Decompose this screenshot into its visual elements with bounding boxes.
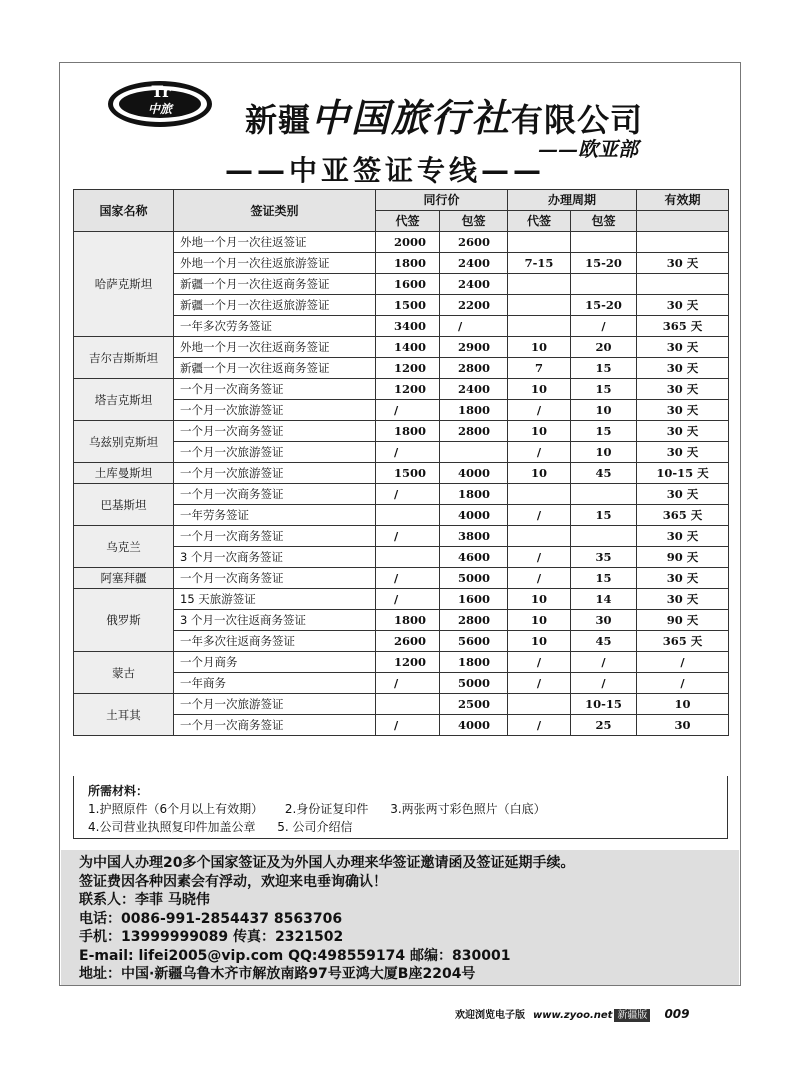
visa-type-cell: 一个月一次旅游签证 — [174, 442, 376, 463]
price-package-cell: 2800 — [440, 610, 508, 631]
visa-type-cell: 一年多次往返商务签证 — [174, 631, 376, 652]
header — [60, 63, 740, 185]
info-contacts: 联系人：李菲 马晓伟 — [79, 892, 210, 908]
table-row — [74, 484, 729, 505]
period-agent-cell: / — [508, 400, 571, 421]
country-name: 巴基斯坦 — [74, 484, 174, 526]
price-package-cell: 1600 — [440, 589, 508, 610]
header-visa-type: 签证类别 — [174, 190, 376, 232]
period-package-cell — [571, 274, 637, 295]
country-name: 蒙古 — [74, 652, 174, 694]
period-agent-cell: 10 — [508, 631, 571, 652]
price-package-cell: 2400 — [440, 253, 508, 274]
price-package-cell: 2800 — [440, 358, 508, 379]
visa-type-cell: 一年商务 — [174, 673, 376, 694]
price-package-cell: 1800 — [440, 484, 508, 505]
validity-cell: 365 天 — [637, 505, 729, 526]
visa-type-cell: 3 个月一次往返商务签证 — [174, 610, 376, 631]
department-name: ——欧亚部 — [538, 137, 638, 161]
visa-type-cell: 15 天旅游签证 — [174, 589, 376, 610]
info-fee-note: 签证费因各种因素会有浮动，欢迎来电垂询确认！ — [79, 873, 387, 890]
price-agent-cell: / — [376, 673, 440, 694]
visa-type-cell: 一个月一次旅游签证 — [174, 694, 376, 715]
visa-type-cell: 一个月一次商务签证 — [174, 526, 376, 547]
visa-type-cell: 一年劳务签证 — [174, 505, 376, 526]
material-item: 1.护照原件（6个月以上有效期） — [88, 802, 264, 816]
page-number: 009 — [664, 1007, 690, 1021]
period-agent-cell: / — [508, 673, 571, 694]
info-services: 为中国人办理20多个国家签证及为外国人办理来华签证邀请函及签证延期手续。 — [79, 855, 575, 871]
period-package-cell: 10 — [571, 442, 637, 463]
validity-cell: 30 天 — [637, 421, 729, 442]
price-package-cell: 2200 — [440, 295, 508, 316]
header-validity-blank — [637, 211, 729, 232]
price-agent-cell: / — [376, 589, 440, 610]
price-package-cell: 2800 — [440, 421, 508, 442]
validity-cell: / — [637, 673, 729, 694]
validity-cell: 30 天 — [637, 337, 729, 358]
price-package-cell: 3800 — [440, 526, 508, 547]
material-item: 2.身份证复印件 — [284, 802, 369, 816]
visa-type-cell: 外地一个月一次往返商务签证 — [174, 337, 376, 358]
validity-cell: 10-15 天 — [637, 463, 729, 484]
period-agent-cell — [508, 316, 571, 337]
price-package-cell: 4000 — [440, 505, 508, 526]
visa-type-cell: 新疆一个月一次往返商务签证 — [174, 358, 376, 379]
period-package-cell: 35 — [571, 547, 637, 568]
period-package-cell: / — [571, 652, 637, 673]
period-agent-cell: 10 — [508, 337, 571, 358]
validity-cell: 10 — [637, 694, 729, 715]
visa-type-cell: 一个月一次商务签证 — [174, 379, 376, 400]
visa-type-cell: 一个月一次商务签证 — [174, 484, 376, 505]
period-agent-cell: 7 — [508, 358, 571, 379]
validity-cell: 30 天 — [637, 400, 729, 421]
country-name: 土耳其 — [74, 694, 174, 736]
visa-type-cell: 一年多次劳务签证 — [174, 316, 376, 337]
price-agent-cell: 1500 — [376, 463, 440, 484]
period-package-cell: 45 — [571, 463, 637, 484]
table-row — [74, 379, 729, 400]
price-package-cell: 1800 — [440, 400, 508, 421]
country-name: 乌兹别克斯坦 — [74, 421, 174, 463]
period-package-cell — [571, 526, 637, 547]
validity-cell: / — [637, 652, 729, 673]
price-agent-cell: 1500 — [376, 295, 440, 316]
validity-cell: 30 天 — [637, 484, 729, 505]
period-package-cell: 20 — [571, 337, 637, 358]
validity-cell: 90 天 — [637, 547, 729, 568]
logo-text: 中旅 — [147, 102, 172, 116]
country-name: 土库曼斯坦 — [74, 463, 174, 484]
required-materials — [73, 776, 728, 839]
header-period-agent: 代签 — [508, 211, 571, 232]
materials-title: 所需材料： — [88, 784, 149, 798]
period-package-cell: 14 — [571, 589, 637, 610]
visa-price-table — [73, 189, 729, 736]
price-agent-cell — [376, 547, 440, 568]
price-agent-cell: / — [376, 484, 440, 505]
footer-label: 欢迎浏览电子版 — [455, 1010, 525, 1021]
price-package-cell: 5000 — [440, 673, 508, 694]
info-address: 地址：中国·新疆乌鲁木齐市解放南路97号亚鸿大厦B座2204号 — [79, 966, 476, 982]
period-package-cell: 15-20 — [571, 253, 637, 274]
period-package-cell: 15 — [571, 568, 637, 589]
price-agent-cell: / — [376, 526, 440, 547]
country-name: 哈萨克斯坦 — [74, 232, 174, 337]
price-agent-cell: 2000 — [376, 232, 440, 253]
company-logo-icon — [108, 81, 212, 127]
materials-line-1 — [88, 800, 717, 818]
country-name: 乌克兰 — [74, 526, 174, 568]
header-validity: 有效期 — [637, 190, 729, 211]
period-agent-cell: 10 — [508, 589, 571, 610]
company-suffix: 有限公司 — [511, 101, 644, 139]
page-footer — [455, 1006, 690, 1021]
period-package-cell: 25 — [571, 715, 637, 736]
price-package-cell: / — [440, 316, 508, 337]
validity-cell: 30 天 — [637, 379, 729, 400]
price-package-cell: 4600 — [440, 547, 508, 568]
validity-cell: 30 天 — [637, 253, 729, 274]
period-package-cell: 15 — [571, 358, 637, 379]
period-agent-cell: / — [508, 715, 571, 736]
period-agent-cell: 10 — [508, 610, 571, 631]
price-agent-cell: 1200 — [376, 379, 440, 400]
visa-type-cell: 一个月一次商务签证 — [174, 715, 376, 736]
visa-type-cell: 一个月商务 — [174, 652, 376, 673]
period-agent-cell — [508, 484, 571, 505]
validity-cell: 30 天 — [637, 295, 729, 316]
page-frame — [59, 62, 741, 986]
period-agent-cell: / — [508, 442, 571, 463]
price-package-cell: 5000 — [440, 568, 508, 589]
visa-type-cell: 一个月一次商务签证 — [174, 421, 376, 442]
validity-cell: 30 — [637, 715, 729, 736]
price-package-cell: 2500 — [440, 694, 508, 715]
validity-cell: 30 天 — [637, 589, 729, 610]
period-package-cell — [571, 484, 637, 505]
country-name: 塔吉克斯坦 — [74, 379, 174, 421]
price-agent-cell: / — [376, 442, 440, 463]
period-package-cell: 15 — [571, 505, 637, 526]
period-agent-cell: 10 — [508, 421, 571, 442]
table-row — [74, 421, 729, 442]
info-mobile-fax: 手机：13999999089 传真：2321502 — [79, 929, 344, 945]
price-agent-cell: 1200 — [376, 358, 440, 379]
table-row — [74, 337, 729, 358]
price-agent-cell: 1800 — [376, 421, 440, 442]
header-price-agent: 代签 — [376, 211, 440, 232]
table-row — [74, 526, 729, 547]
period-package-cell: / — [571, 673, 637, 694]
period-agent-cell — [508, 526, 571, 547]
period-agent-cell: 10 — [508, 379, 571, 400]
price-agent-cell: / — [376, 715, 440, 736]
period-package-cell: 45 — [571, 631, 637, 652]
company-main: 中国旅行社 — [311, 95, 512, 140]
visa-type-cell: 新疆一个月一次往返旅游签证 — [174, 295, 376, 316]
price-agent-cell: / — [376, 400, 440, 421]
contact-info — [61, 850, 739, 985]
table-row — [74, 568, 729, 589]
period-package-cell: 15-20 — [571, 295, 637, 316]
materials-line-2 — [88, 818, 717, 836]
price-agent-cell — [376, 505, 440, 526]
table-row — [74, 694, 729, 715]
period-package-cell: 30 — [571, 610, 637, 631]
material-item: 5. 公司介绍信 — [277, 820, 353, 834]
logo-monogram: Tr — [151, 82, 171, 101]
footer-url[interactable]: www.zyoo.net — [533, 1010, 613, 1021]
visa-type-cell: 外地一个月一次往返旅游签证 — [174, 253, 376, 274]
price-agent-cell: 1600 — [376, 274, 440, 295]
header-price: 同行价 — [376, 190, 508, 211]
price-package-cell: 5600 — [440, 631, 508, 652]
period-agent-cell: 10 — [508, 463, 571, 484]
price-package-cell: 4000 — [440, 715, 508, 736]
page-subtitle: ——中亚签证专线—— — [225, 154, 546, 187]
country-name: 吉尔吉斯斯坦 — [74, 337, 174, 379]
visa-type-cell: 新疆一个月一次往返商务签证 — [174, 274, 376, 295]
validity-cell: 90 天 — [637, 610, 729, 631]
table-row — [74, 589, 729, 610]
material-item: 3.两张两寸彩色照片（白底） — [390, 802, 546, 816]
header-period-package: 包签 — [571, 211, 637, 232]
visa-type-cell: 外地一个月一次往返签证 — [174, 232, 376, 253]
price-package-cell: 2600 — [440, 232, 508, 253]
period-package-cell: 10-15 — [571, 694, 637, 715]
period-agent-cell: / — [508, 652, 571, 673]
visa-type-cell: 一个月一次旅游签证 — [174, 400, 376, 421]
info-email-qq-postcode: E-mail: lifei2005@vip.com QQ:498559174 邮编：830001 — [79, 947, 511, 964]
table-row — [74, 232, 729, 253]
period-agent-cell: / — [508, 547, 571, 568]
country-name: 俄罗斯 — [74, 589, 174, 652]
price-agent-cell: 2600 — [376, 631, 440, 652]
price-package-cell: 4000 — [440, 463, 508, 484]
price-package-cell: 2900 — [440, 337, 508, 358]
table-row — [74, 652, 729, 673]
validity-cell — [637, 274, 729, 295]
validity-cell: 365 天 — [637, 316, 729, 337]
period-package-cell: 15 — [571, 379, 637, 400]
price-agent-cell: 3400 — [376, 316, 440, 337]
price-agent-cell: 1200 — [376, 652, 440, 673]
price-agent-cell: 1800 — [376, 253, 440, 274]
period-agent-cell — [508, 274, 571, 295]
period-agent-cell — [508, 694, 571, 715]
table-row — [74, 463, 729, 484]
validity-cell: 30 天 — [637, 568, 729, 589]
period-package-cell: 15 — [571, 421, 637, 442]
visa-type-cell: 一个月一次旅游签证 — [174, 463, 376, 484]
validity-cell: 30 天 — [637, 442, 729, 463]
visa-type-cell: 3 个月一次商务签证 — [174, 547, 376, 568]
price-agent-cell: 1800 — [376, 610, 440, 631]
material-item: 4.公司营业执照复印件加盖公章 — [88, 820, 256, 834]
price-agent-cell: 1400 — [376, 337, 440, 358]
validity-cell — [637, 232, 729, 253]
period-package-cell: / — [571, 316, 637, 337]
period-package-cell — [571, 232, 637, 253]
period-agent-cell — [508, 232, 571, 253]
period-package-cell: 10 — [571, 400, 637, 421]
header-period: 办理周期 — [508, 190, 637, 211]
period-agent-cell: / — [508, 505, 571, 526]
period-agent-cell — [508, 295, 571, 316]
visa-type-cell: 一个月一次商务签证 — [174, 568, 376, 589]
price-agent-cell — [376, 694, 440, 715]
validity-cell: 30 天 — [637, 526, 729, 547]
country-name: 阿塞拜疆 — [74, 568, 174, 589]
price-package-cell: 1800 — [440, 652, 508, 673]
header-price-package: 包签 — [440, 211, 508, 232]
period-agent-cell: / — [508, 568, 571, 589]
validity-cell: 365 天 — [637, 631, 729, 652]
validity-cell: 30 天 — [637, 358, 729, 379]
footer-edition: 新疆版 — [614, 1009, 650, 1022]
header-country: 国家名称 — [74, 190, 174, 232]
price-agent-cell: / — [376, 568, 440, 589]
price-package-cell — [440, 442, 508, 463]
price-package-cell: 2400 — [440, 379, 508, 400]
info-phone: 电话：0086-991-2854437 8563706 — [79, 910, 343, 927]
company-prefix: 新疆 — [245, 101, 312, 139]
price-package-cell: 2400 — [440, 274, 508, 295]
period-agent-cell: 7-15 — [508, 253, 571, 274]
